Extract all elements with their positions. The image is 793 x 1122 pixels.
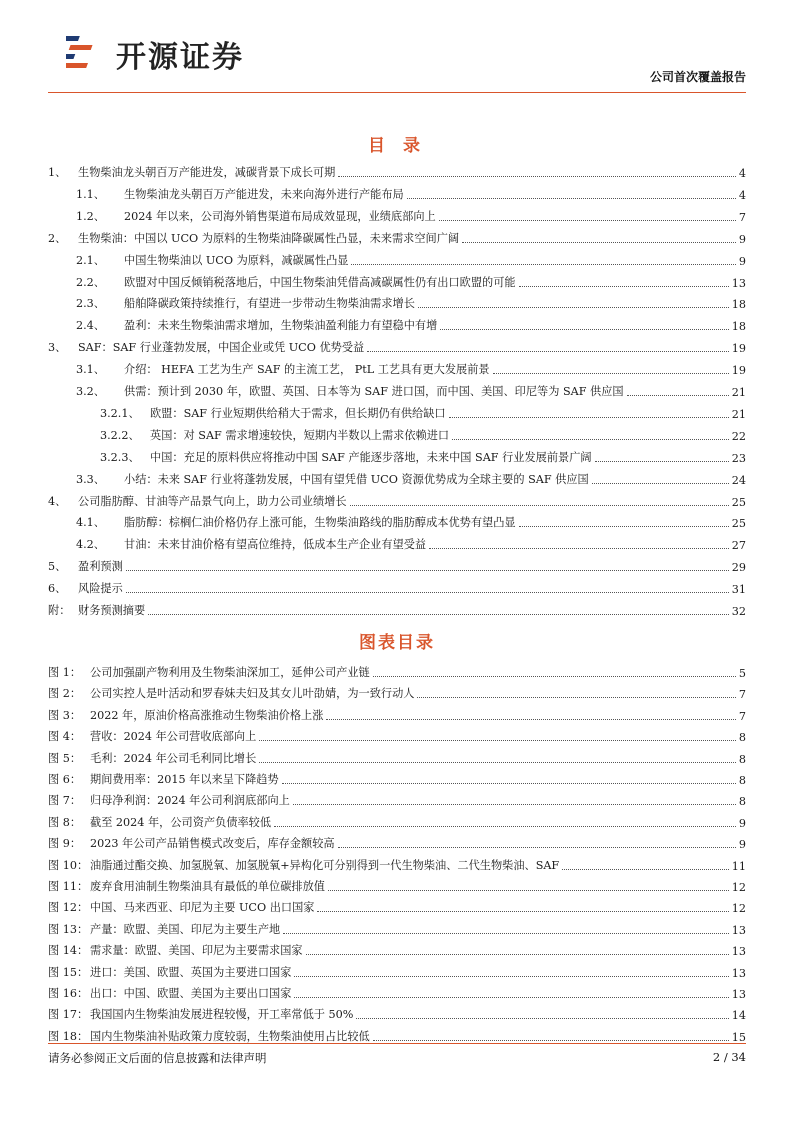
entry-title: 截至 2024 年，公司资产负债率较低	[90, 815, 272, 829]
dot-leader	[274, 825, 736, 827]
toc-entry[interactable]	[48, 226, 746, 246]
entry-page: 23	[731, 451, 746, 465]
entry-page: 21	[731, 386, 746, 399]
entry-title: 我国国内生物柴油发展进程较慢，开工率常低于 50%	[90, 1008, 354, 1022]
toc-entry[interactable]	[48, 532, 746, 552]
dot-leader	[439, 219, 736, 221]
entry-page: 7	[738, 688, 746, 702]
toc-entry[interactable]	[48, 291, 746, 311]
dot-leader	[562, 868, 729, 870]
entry-title: 盈利：未来生物柴油需求增加，生物柴油盈利能力有望稳中有增	[124, 319, 438, 333]
entry-page: 19	[731, 342, 746, 356]
entry-page: 21	[731, 407, 746, 421]
toc-entry[interactable]	[48, 357, 746, 377]
toc-entry[interactable]	[48, 598, 746, 618]
entry-title: 供需：预计到 2030 年，欧盟、英国、日本等为 SAF 进口国，而中国、美国、印尼等为 SAF 供应国	[124, 385, 624, 398]
dot-leader	[449, 416, 729, 418]
entry-title: 2024 年以来，公司海外销售渠道布局成效显现，业绩底部向上	[124, 209, 436, 223]
figure-entry[interactable]	[48, 831, 746, 851]
entry-title: 生物柴油龙头朝百万产能进发，未来向海外进行产能布局	[124, 187, 404, 201]
entry-title: 营收：2024 年公司营收底部向上	[90, 730, 257, 744]
dot-leader	[429, 547, 729, 549]
entry-number: 图 15：	[48, 965, 89, 979]
entry-number: 图 18：	[48, 1029, 89, 1043]
entry-title: 风险提示	[78, 582, 123, 596]
entry-page: 8	[738, 774, 746, 787]
dot-leader	[493, 372, 729, 374]
entry-title: 欧盟对中国反倾销税落地后，中国生物柴油凭借高减碳属性仍有出口欧盟的可能	[124, 275, 516, 289]
dot-leader	[294, 975, 728, 977]
toc-entry[interactable]	[48, 160, 746, 180]
figures-title: 图表目录	[359, 633, 435, 653]
entry-page: 25	[731, 495, 746, 509]
entry-title: 废弃食用油制生物柴油具有最低的单位碳排放值	[90, 880, 325, 893]
entry-title: 介绍： HEFA 工艺为生产 SAF 的主流工艺， PtL 工艺具有更大发展前景	[124, 363, 490, 377]
entry-page: 32	[731, 605, 746, 618]
entry-number: 图 13：	[48, 922, 89, 936]
entry-title: 归母净利润：2024 年公司利润底部向上	[90, 794, 290, 808]
dot-leader	[294, 996, 728, 998]
entry-number: 3.2.2、	[100, 428, 140, 442]
toc-entry[interactable]	[48, 401, 746, 421]
entry-title: 英国：对 SAF 需求增速较快，短期内半数以上需求依赖进口	[150, 428, 450, 442]
entry-title: 出口：中国、欧盟、美国为主要出口国家	[90, 987, 292, 1000]
entry-title: 期间费用率：2015 年以来呈下降趋势	[90, 773, 279, 786]
toc-entry[interactable]	[48, 445, 746, 465]
entry-page: 4	[738, 188, 746, 202]
entry-page: 27	[731, 539, 746, 553]
dot-leader	[259, 761, 736, 763]
entry-page: 5	[738, 667, 746, 680]
dot-leader	[282, 782, 736, 784]
entry-number: 图 2：	[48, 687, 82, 701]
report-type: 公司首次覆盖报告	[649, 70, 746, 84]
entry-title: 公司加强副产物利用及生物柴油深加工，延伸公司产业链	[90, 666, 370, 679]
entry-title: 欧盟：SAF 行业短期供给稍大于需求，但长期仍有供给缺口	[150, 406, 446, 420]
dot-leader	[356, 1017, 728, 1019]
dot-leader	[462, 241, 736, 243]
entry-number: 3.2、	[76, 385, 105, 398]
entry-number: 3、	[48, 341, 67, 355]
entry-page: 8	[738, 752, 746, 766]
entry-title: 甘油：未来甘油价格有望高位维持，低成本生产企业有望受益	[124, 538, 427, 552]
dot-leader	[317, 910, 728, 912]
entry-page: 13	[731, 276, 746, 290]
entry-title: 盈利预测	[78, 560, 123, 574]
entry-number: 4、	[48, 494, 67, 508]
entry-number: 2.1、	[76, 253, 105, 267]
dot-leader	[338, 846, 736, 848]
entry-page: 29	[731, 561, 746, 575]
dot-leader	[148, 613, 729, 615]
entry-number: 图 10：	[48, 858, 89, 872]
entry-page: 7	[738, 210, 746, 224]
figure-entry[interactable]	[48, 724, 746, 744]
entry-number: 2.3、	[76, 297, 105, 311]
entry-number: 4.1、	[76, 516, 105, 530]
dot-leader	[126, 591, 729, 593]
dot-leader	[627, 394, 729, 396]
dot-leader	[350, 504, 729, 506]
entry-title: 毛利：2024 年公司毛利同比增长	[90, 751, 257, 765]
entry-number: 图 5：	[48, 751, 82, 765]
dot-leader	[407, 197, 736, 199]
entry-number: 5、	[48, 560, 67, 574]
entry-title: 公司实控人是叶活动和罗春妹夫妇及其女儿叶劭婧，为一致行动人	[90, 687, 415, 701]
entry-title: 进口：美国、欧盟、英国为主要进口国家	[90, 965, 292, 979]
entry-number: 1.2、	[76, 209, 105, 223]
dot-leader	[326, 718, 735, 720]
figure-entry[interactable]	[48, 874, 746, 894]
entry-number: 3.2.1、	[100, 406, 140, 420]
company-name: 开源证券	[116, 40, 244, 75]
entry-number: 图 17：	[48, 1008, 89, 1022]
dot-leader	[338, 175, 736, 177]
dot-leader	[418, 306, 729, 308]
dot-leader	[452, 438, 729, 440]
toc-entry[interactable]	[48, 182, 746, 202]
entry-title: 生物柴油：中国以 UCO 为原料的生物柴油降碳属性凸显，未来需求空间广阔	[78, 231, 460, 245]
entry-page: 14	[731, 1009, 746, 1023]
entry-page: 25	[731, 517, 746, 531]
entry-page: 4	[738, 167, 746, 180]
dot-leader	[367, 350, 729, 352]
entry-page: 9	[738, 254, 746, 268]
entry-page: 31	[731, 583, 746, 597]
entry-number: 图 6：	[48, 773, 82, 786]
figure-entry[interactable]	[48, 1002, 746, 1022]
entry-title: 中国、马来西亚、印尼为主要 UCO 出口国家	[90, 901, 315, 915]
entry-page: 13	[731, 966, 746, 980]
entry-title: 中国：充足的原料供应将推动中国 SAF 产能逐步落地，未来中国 SAF 行业发展前景广阔	[150, 450, 592, 464]
entry-title: SAF：SAF 行业蓬勃发展，中国企业或凭 UCO 优势受益	[78, 341, 365, 355]
dot-leader	[592, 482, 729, 484]
entry-title: 小结：未来 SAF 行业将蓬勃发展，中国有望凭借 UCO 资源优势成为全球主要的 SAF 供应国	[124, 472, 589, 486]
toc-entry[interactable]	[48, 489, 746, 509]
entry-number: 2、	[48, 231, 67, 245]
entry-number: 图 4：	[48, 730, 82, 744]
toc-entry[interactable]	[48, 554, 746, 574]
figure-entry[interactable]	[48, 767, 746, 787]
entry-number: 图 14：	[48, 944, 89, 958]
entry-number: 6、	[48, 582, 67, 596]
figure-entry[interactable]	[48, 1024, 746, 1044]
entry-number: 图 8：	[48, 815, 82, 829]
entry-page: 12	[731, 902, 746, 916]
dot-leader	[373, 675, 736, 677]
entry-number: 3.3、	[76, 472, 105, 486]
toc-entry[interactable]	[48, 248, 746, 268]
entry-page: 8	[738, 731, 746, 745]
toc-entry[interactable]	[48, 313, 746, 333]
entry-page: 13	[731, 945, 746, 959]
page-number: 2 / 34	[712, 1050, 746, 1064]
toc-entry[interactable]	[48, 379, 746, 399]
entry-title: 船舶降碳政策持续推行，有望进一步带动生物柴油需求增长	[124, 297, 415, 311]
toc-entry[interactable]	[48, 423, 746, 443]
entry-page: 8	[738, 795, 746, 809]
entry-page: 11	[731, 859, 746, 873]
company-logo-icon	[66, 30, 106, 70]
dot-leader	[373, 1039, 729, 1041]
entry-title: 产量：欧盟、美国、印尼为主要生产地	[90, 922, 281, 936]
toc-title: 目 录	[368, 136, 426, 156]
figure-entry[interactable]	[48, 895, 746, 915]
figure-entry[interactable]	[48, 938, 746, 958]
entry-page: 9	[738, 816, 746, 830]
entry-number: 图 9：	[48, 837, 82, 851]
entry-number: 3.2.3、	[100, 450, 140, 464]
figure-entry[interactable]	[48, 917, 746, 937]
entry-page: 24	[731, 473, 746, 487]
dot-leader	[283, 932, 729, 934]
entry-title: 财务预测摘要	[78, 604, 146, 617]
entry-title: 2023 年公司产品销售模式改变后，库存金额较高	[90, 837, 335, 851]
figure-entry[interactable]	[48, 788, 746, 808]
entry-title: 需求量：欧盟、美国、印尼为主要需求国家	[90, 944, 303, 958]
dot-leader	[351, 263, 735, 265]
footer-disclaimer: 请务必参阅正文后面的信息披露和法律声明	[48, 1051, 267, 1065]
toc-entry[interactable]	[48, 204, 746, 224]
figure-entry[interactable]	[48, 703, 746, 723]
footer-divider	[48, 1043, 746, 1044]
entry-page: 18	[731, 320, 746, 334]
figure-entry[interactable]	[48, 960, 746, 980]
toc-entry[interactable]	[48, 576, 746, 596]
dot-leader	[519, 525, 729, 527]
figure-entry[interactable]	[48, 981, 746, 1001]
header-divider	[48, 92, 746, 93]
entry-number: 图 1：	[48, 666, 82, 679]
dot-leader	[306, 953, 729, 955]
page-header	[48, 22, 746, 82]
figure-entry[interactable]	[48, 746, 746, 766]
figure-entry[interactable]	[48, 810, 746, 830]
entry-page: 7	[738, 709, 746, 723]
entry-number: 图 7：	[48, 794, 82, 808]
figure-entry[interactable]	[48, 660, 746, 680]
entry-page: 13	[731, 988, 746, 1001]
entry-number: 2.4、	[76, 319, 105, 333]
entry-title: 国内生物柴油补贴政策力度较弱，生物柴油使用占比较低	[90, 1029, 370, 1043]
dot-leader	[328, 889, 729, 891]
entry-page: 9	[738, 838, 746, 852]
entry-number: 图 12：	[48, 901, 89, 915]
entry-number: 附：	[48, 604, 71, 617]
entry-title: 2022 年，原油价格高涨推动生物柴油价格上涨	[90, 708, 324, 722]
toc-entry[interactable]	[48, 335, 746, 355]
entry-number: 3.1、	[76, 363, 105, 377]
entry-title: 生物柴油龙头朝百万产能进发，减碳背景下成长可期	[78, 166, 336, 179]
dot-leader	[126, 569, 729, 571]
dot-leader	[440, 328, 728, 330]
entry-number: 图 11：	[48, 880, 89, 893]
entry-page: 13	[731, 923, 746, 937]
entry-title: 脂肪醇：棕榈仁油价格仍存上涨可能，生物柴油路线的脂肪醇成本优势有望凸显	[124, 516, 516, 530]
entry-page: 9	[738, 232, 746, 246]
dot-leader	[293, 803, 736, 805]
entry-number: 1.1、	[76, 187, 105, 201]
entry-title: 油脂通过酯交换、加氢脱氧、加氢脱氧+异构化可分别得到一代生物柴油、二代生物柴油、SAF	[90, 858, 560, 872]
toc-entry[interactable]	[48, 467, 746, 487]
entry-title: 公司脂肪醇、甘油等产品景气向上，助力公司业绩增长	[78, 494, 347, 508]
entry-page: 15	[731, 1030, 746, 1044]
entry-number: 1、	[48, 166, 67, 179]
entry-page: 12	[731, 881, 746, 894]
dot-leader	[595, 460, 729, 462]
entry-page: 19	[731, 364, 746, 378]
toc-entry[interactable]	[48, 270, 746, 290]
entry-number: 4.2、	[76, 538, 105, 552]
figure-entry[interactable]	[48, 681, 746, 701]
dot-leader	[417, 696, 735, 698]
entry-number: 图 16：	[48, 987, 89, 1000]
entry-title: 中国生物柴油以 UCO 为原料，减碳属性凸显	[124, 253, 349, 267]
dot-leader	[259, 739, 736, 741]
dot-leader	[519, 285, 729, 287]
entry-page: 18	[731, 298, 746, 312]
entry-number: 2.2、	[76, 275, 105, 289]
figure-entry[interactable]	[48, 853, 746, 873]
toc-entry[interactable]	[48, 510, 746, 530]
entry-page: 22	[731, 429, 746, 443]
entry-number: 图 3：	[48, 708, 82, 722]
